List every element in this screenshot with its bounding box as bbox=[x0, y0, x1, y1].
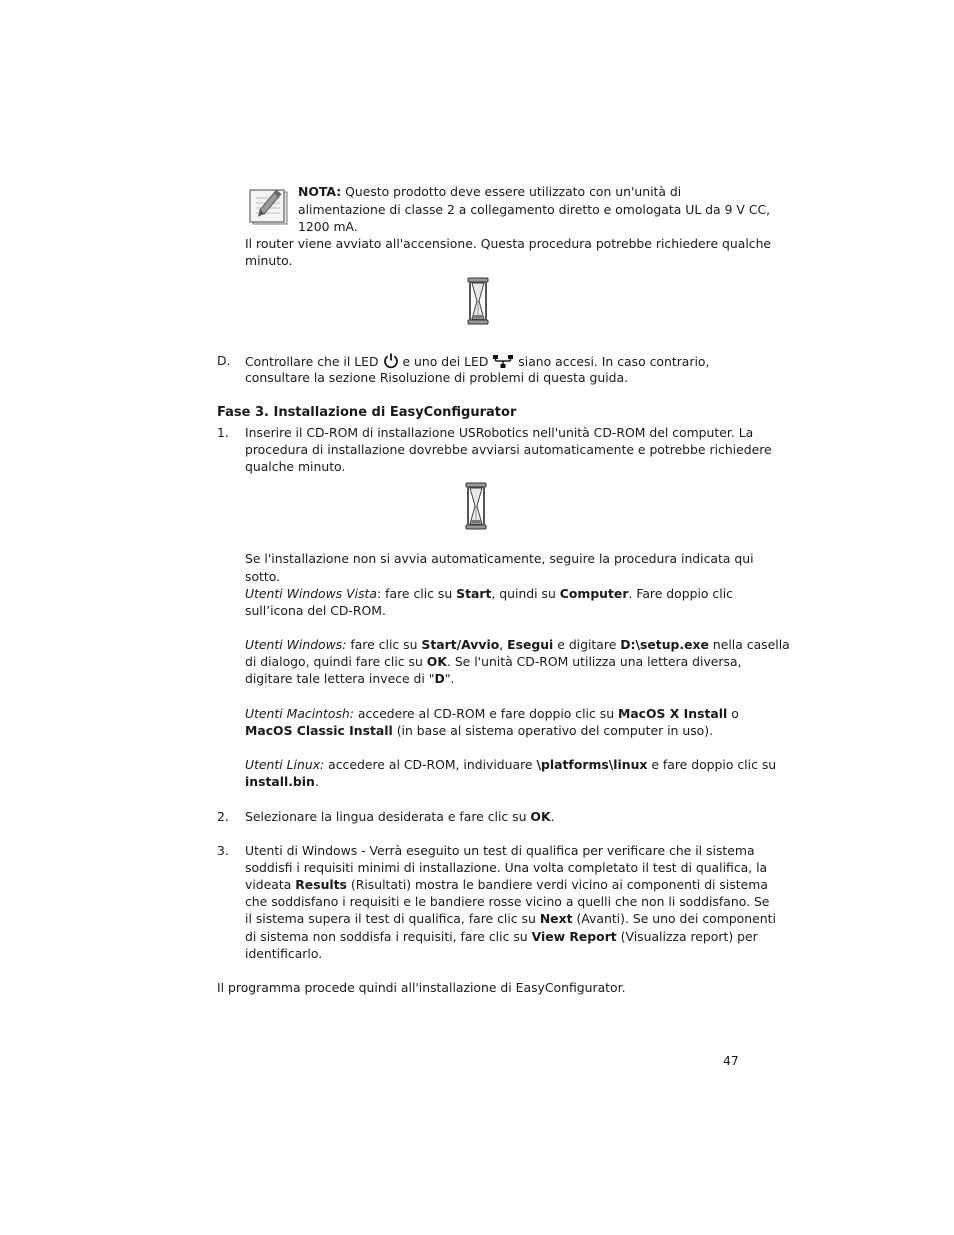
section-heading: Fase 3. Installazione di EasyConfigurator bbox=[217, 405, 517, 420]
step-d-text: consultare la sezione Risoluzione di problemi di questa guida. bbox=[245, 370, 629, 385]
step-3-text: di sistema non soddisfa i requisiti, fare clic su View Report (Visualizza report) per bbox=[245, 929, 758, 944]
step-1-number: 1. bbox=[217, 425, 229, 440]
step-1-text: procedura di installazione dovrebbe avviarsi automaticamente e potrebbe richiedere bbox=[245, 442, 772, 457]
step-1-text: Inserire il CD-ROM di installazione USRobotics nell'unità CD-ROM del computer. La bbox=[245, 425, 754, 440]
step-3-number: 3. bbox=[217, 843, 229, 858]
vista-instructions: Utenti Windows Vista: fare clic su Start, quindi su Computer. Fare doppio clic bbox=[245, 586, 733, 601]
step-3-text: che soddisfano i requisiti e le bandiere rosse vicino a quelli che non li soddisfano. Se bbox=[245, 894, 770, 909]
step-3-text: videata Results (Risultati) mostra le bandiere verdi vicino ai componenti di sistema bbox=[245, 877, 768, 892]
note-text: 1200 mA. bbox=[298, 219, 358, 234]
note-text: alimentazione di classe 2 a collegamento diretto e omologata UL da 9 V CC, bbox=[298, 202, 771, 217]
step-1-text: qualche minuto. bbox=[245, 459, 346, 474]
note-text: Questo prodotto deve essere utilizzato con un'unità di bbox=[341, 184, 682, 199]
mac-instructions: MacOS Classic Install (in base al sistema operativo del computer in uso). bbox=[245, 723, 714, 738]
step-d-letter: D. bbox=[217, 353, 231, 368]
hourglass-icon bbox=[464, 482, 488, 530]
windows-instructions: di dialogo, quindi fare clic su OK. Se l'unità CD-ROM utilizza una lettera diversa, bbox=[245, 654, 742, 669]
boot-text: Il router viene avviato all'accensione. Questa procedura potrebbe richiedere qualche bbox=[245, 236, 772, 251]
linux-instructions: install.bin. bbox=[245, 774, 319, 789]
step-3-text: identificarlo. bbox=[245, 946, 323, 961]
vista-instructions: sull’icona del CD-ROM. bbox=[245, 603, 386, 618]
boot-text: minuto. bbox=[245, 253, 293, 268]
step-2-number: 2. bbox=[217, 809, 229, 824]
linux-instructions: Utenti Linux: accedere al CD-ROM, individuare \platforms\linux e fare doppio clic su bbox=[245, 757, 777, 772]
note-pencil-icon bbox=[247, 188, 289, 226]
manual-text: sotto. bbox=[245, 569, 281, 584]
step-3-text: Utenti di Windows - Verrà eseguito un test di qualifica per verificare che il sistema bbox=[245, 843, 755, 858]
final-text: Il programma procede quindi all'installazione di EasyConfigurator. bbox=[217, 980, 626, 995]
page-number: 47 bbox=[723, 1053, 739, 1068]
windows-instructions: Utenti Windows: fare clic su Start/Avvio, Esegui e digitare D:\setup.exe nella casella bbox=[245, 637, 790, 652]
step-3-text: il sistema supera il test di qualifica, fare clic su Next (Avanti). Se uno dei componenti bbox=[245, 911, 776, 926]
step-3-text: soddisfi i requisiti minimi di installazione. Una volta completato il test di qualifica, la bbox=[245, 860, 768, 875]
note-label: NOTA: bbox=[298, 184, 342, 199]
windows-instructions: digitare tale lettera invece di "D". bbox=[245, 671, 455, 686]
step-2-text: Selezionare la lingua desiderata e fare clic su OK. bbox=[245, 809, 555, 824]
step-d-text: Controllare che il LED e uno dei LED siano accesi. In caso contrario, bbox=[245, 352, 709, 373]
hourglass-icon bbox=[466, 277, 490, 325]
mac-instructions: Utenti Macintosh: accedere al CD-ROM e fare doppio clic su MacOS X Install o bbox=[245, 706, 739, 721]
manual-text: Se l'installazione non si avvia automaticamente, seguire la procedura indicata qui bbox=[245, 551, 754, 566]
